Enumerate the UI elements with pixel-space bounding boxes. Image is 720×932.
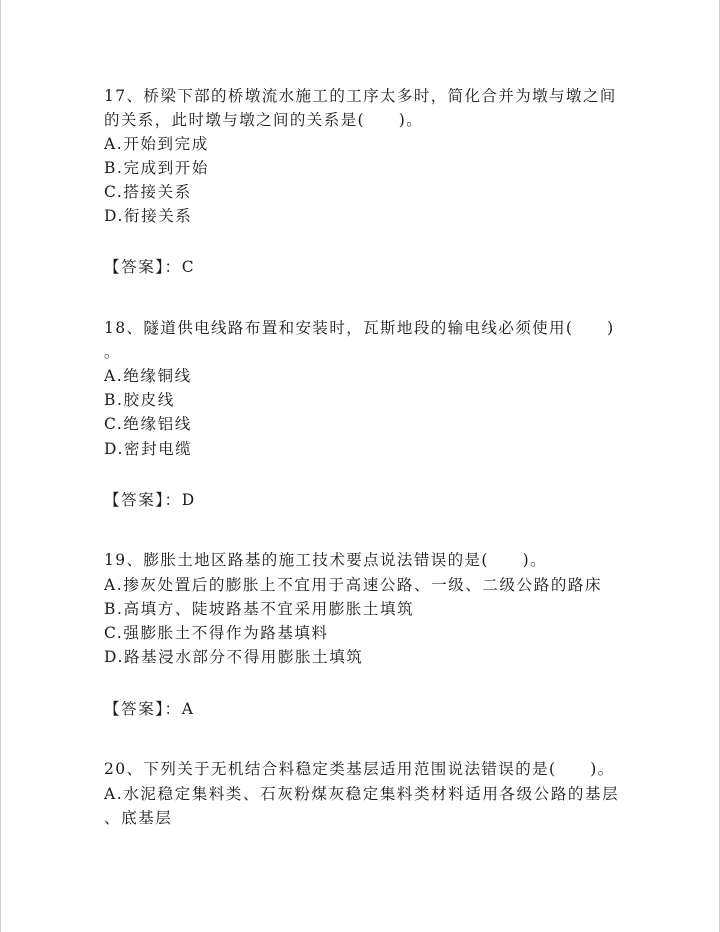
- question-19-option-d: D.路基浸水部分不得用膨胀土填筑: [104, 648, 364, 666]
- question-17-option-a: A.开始到完成: [104, 135, 209, 153]
- question-18-answer: 【答案】：D: [104, 491, 196, 509]
- question-18-stem-line-2: 。: [104, 343, 121, 361]
- question-19-option-b: B.高填方、陡坡路基不宜采用膨胀土填筑: [104, 600, 415, 618]
- question-19-stem-line-1: 19、膨胀土地区路基的施工技术要点说法错误的是( )。: [104, 551, 548, 569]
- question-20-option-a-line-1: A.水泥稳定集料类、石灰粉煤灰稳定集料类材料适用各级公路的基层: [104, 785, 620, 803]
- question-17-option-c: C.搭接关系: [104, 183, 192, 201]
- question-19-option-c: C.强膨胀土不得作为路基填料: [104, 624, 329, 642]
- question-18-option-b: B.胶皮线: [104, 391, 175, 409]
- question-17-stem-line-2: 的关系，此时墩与墩之间的关系是( )。: [104, 111, 424, 129]
- question-20-stem-line-1: 20、下列关于无机结合料稳定类基层适用范围说法错误的是( )。: [104, 760, 615, 778]
- question-18-stem-line-1: 18、隧道供电线路布置和安装时，瓦斯地段的输电线必须使用( ): [104, 319, 615, 337]
- question-19-option-a: A.掺灰处置后的膨胀上不宜用于高速公路、一级、二级公路的路床: [104, 576, 603, 594]
- question-18-option-a: A.绝缘铜线: [104, 367, 192, 385]
- question-19-answer: 【答案】：A: [104, 700, 195, 718]
- question-20-option-a-line-2: 、底基层: [104, 809, 173, 827]
- question-18-option-c: C.绝缘铝线: [104, 415, 192, 433]
- question-17-stem-line-1: 17、桥梁下部的桥墩流水施工的工序太多时，简化合并为墩与墩之间: [104, 87, 617, 105]
- question-17-option-d: D.衔接关系: [104, 207, 193, 225]
- question-18-option-d: D.密封电缆: [104, 440, 193, 458]
- question-17-option-b: B.完成到开始: [104, 159, 210, 177]
- question-17-answer: 【答案】：C: [104, 258, 196, 276]
